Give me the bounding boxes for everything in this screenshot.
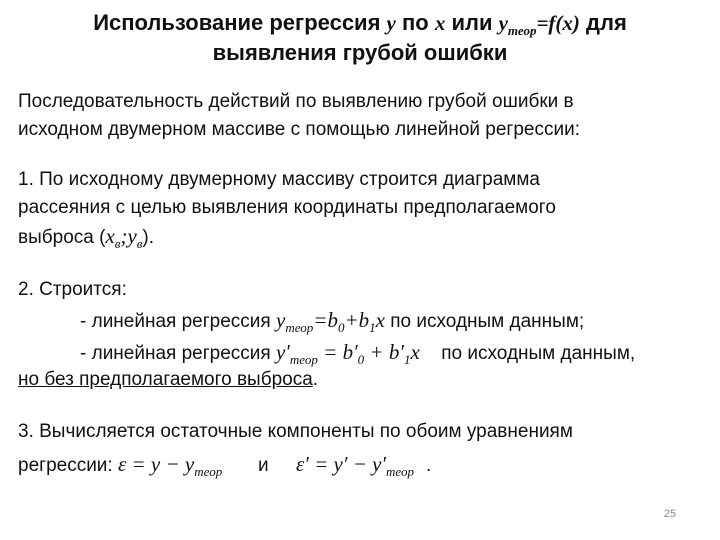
title-ytheor: $y_{теор}=f(x)$: [498, 11, 580, 39]
step2-heading: 2. Строится:: [18, 279, 127, 300]
title-text: Использование регрессия: [93, 10, 387, 35]
step1-line-2: рассеяния с целью выявления координаты предполагаемого: [18, 197, 556, 218]
step1-line-1: 1. По исходному двумерному массиву строится диаграмма: [18, 169, 540, 190]
step2-regression-1: - линейная регрессия $y_{теор}=b_0+b_1x$ по исходным данным;: [80, 308, 585, 336]
title-var-y: y: [386, 11, 396, 35]
slide-number: 25: [663, 508, 676, 520]
residual-formula-2: $\varepsilon' = y' - y'_{теор}$: [295, 452, 415, 480]
slide-title-line-2: выявления грубой ошибки: [212, 40, 508, 65]
step2-regression-2: - линейная регрессия $y'_{теор} = b'_0 + b'_1x$ по исходным данным,: [80, 338, 635, 374]
intro-line-2: исходном двумерном массиве с помощью линейной регрессии:: [18, 119, 581, 140]
title-text: или: [445, 10, 499, 35]
step3-line-1: 3. Вычисляется остаточные компоненты по обоим уравнениям: [18, 421, 573, 442]
residual-formula-1: $\varepsilon = y - y_{теор}$: [117, 452, 223, 480]
step2-note: но без предполагаемого выброса.: [18, 369, 319, 390]
title-text: по: [395, 10, 435, 35]
intro-line-1: Последовательность действий по выявлению грубой ошибки в: [18, 91, 574, 112]
step3-line-2: регрессии: $\varepsilon = y - y_{теор}$ и $\varepsilon' = y' - y'_{теор}$ .: [18, 450, 431, 486]
step1-line-3: выброса $(x_в;y_в)$.: [18, 224, 155, 252]
title-var-x: x: [434, 11, 446, 35]
title-text: для: [579, 10, 627, 35]
regression-formula-prime: $y'_{теор} = b'_0 + b'_1x$: [275, 340, 420, 368]
